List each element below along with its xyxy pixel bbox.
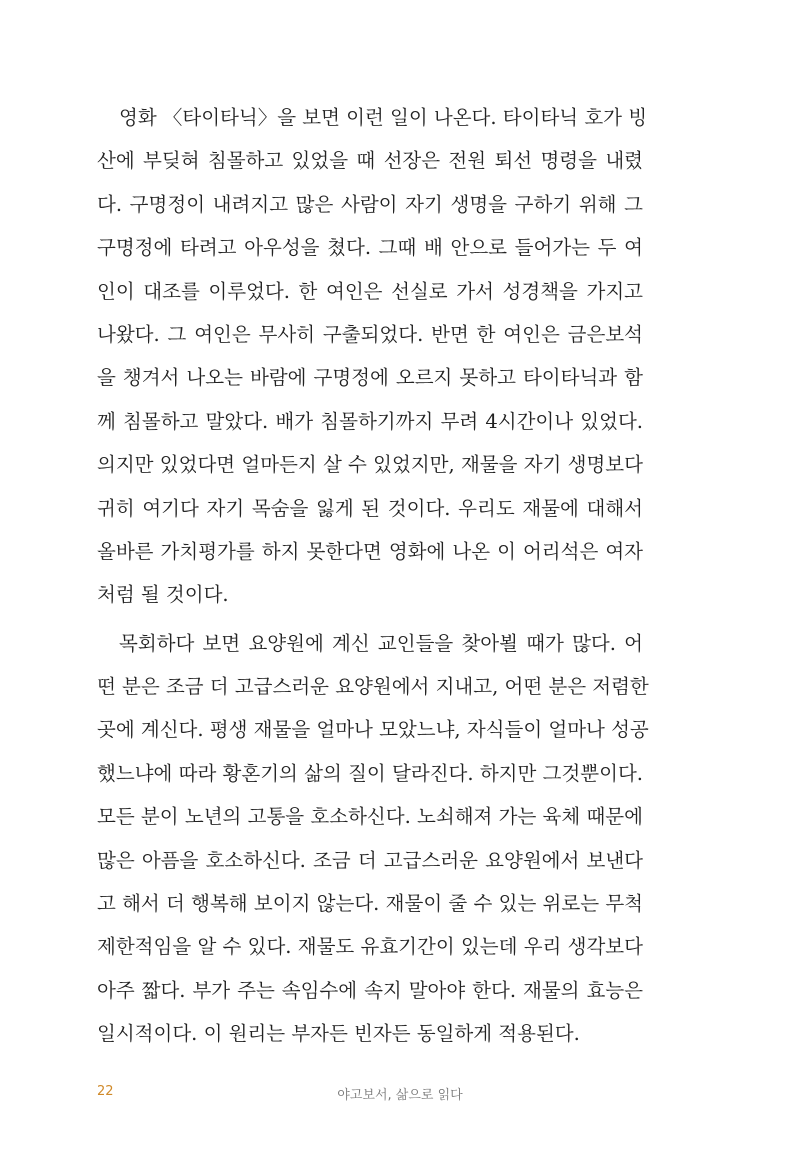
text-line: 처럼 될 것이다. — [97, 583, 229, 607]
page-number: 22 — [97, 1084, 114, 1099]
text-line: 했느냐에 따라 황혼기의 삶의 질이 달라진다. 하지만 그것뿐이다. — [97, 761, 643, 785]
text-line: 올바른 가치평가를 하지 못한다면 영화에 나온 이 어리석은 여자 — [97, 539, 643, 563]
text-line: 아주 짧다. 부가 주는 속임수에 속지 말아야 한다. 재물의 효능은 — [97, 978, 643, 1002]
text-line: 다. 구명정이 내려지고 많은 사람이 자기 생명을 구하기 위해 그 — [97, 192, 643, 216]
text-line: 을 챙겨서 나오는 바람에 구명정에 오르지 못하고 타이타닉과 함 — [97, 366, 643, 390]
text-line: 영화 〈타이타닉〉을 보면 이런 일이 나온다. 타이타닉 호가 빙 — [119, 106, 648, 129]
text-line: 께 침몰하고 말았다. 배가 침몰하기까지 무려 4시간이나 있었다. — [97, 409, 643, 433]
paragraph — [97, 96, 648, 617]
body-text — [97, 96, 649, 1056]
text-line: 고 해서 더 행복해 보이지 않는다. 재물이 줄 수 있는 위로는 무척 — [97, 892, 643, 916]
text-line: 모든 분이 노년의 고통을 호소하신다. 노쇠해져 가는 육체 때문에 — [97, 805, 643, 829]
text-line: 일시적이다. 이 원리는 부자든 빈자든 동일하게 적용된다. — [97, 1022, 580, 1046]
text-line: 떤 분은 조금 더 고급스러운 요양원에서 지내고, 어떤 분은 저렴한 — [97, 675, 649, 699]
text-line: 제한적임을 알 수 있다. 재물도 유효기간이 있는데 우리 생각보다 — [97, 935, 643, 959]
text-line: 곳에 계신다. 평생 재물을 얼마나 모았느냐, 자식들이 얼마나 성공 — [97, 718, 649, 742]
text-line: 목회하다 보면 요양원에 계신 교인들을 찾아뵐 때가 많다. 어 — [119, 631, 643, 655]
paragraph — [97, 622, 649, 1056]
text-line: 산에 부딪혀 침몰하고 있었을 때 선장은 전원 퇴선 명령을 내렸 — [97, 149, 643, 173]
text-line: 많은 아픔을 호소하신다. 조금 더 고급스러운 요양원에서 보낸다 — [97, 848, 643, 872]
text-line: 나왔다. 그 여인은 무사히 구출되었다. 반면 한 여인은 금은보석 — [97, 322, 643, 346]
running-footer-title: 야고보서, 삶으로 읽다 — [337, 1088, 463, 1103]
text-line: 귀히 여기다 자기 목숨을 잃게 된 것이다. 우리도 재물에 대해서 — [97, 496, 643, 520]
text-line: 인이 대조를 이루었다. 한 여인은 선실로 가서 성경책을 가지고 — [97, 279, 643, 303]
text-line: 구명정에 타려고 아우성을 쳤다. 그때 배 안으로 들어가는 두 여 — [97, 236, 643, 260]
text-line: 의지만 있었다면 얼마든지 살 수 있었지만, 재물을 자기 생명보다 — [97, 453, 643, 477]
